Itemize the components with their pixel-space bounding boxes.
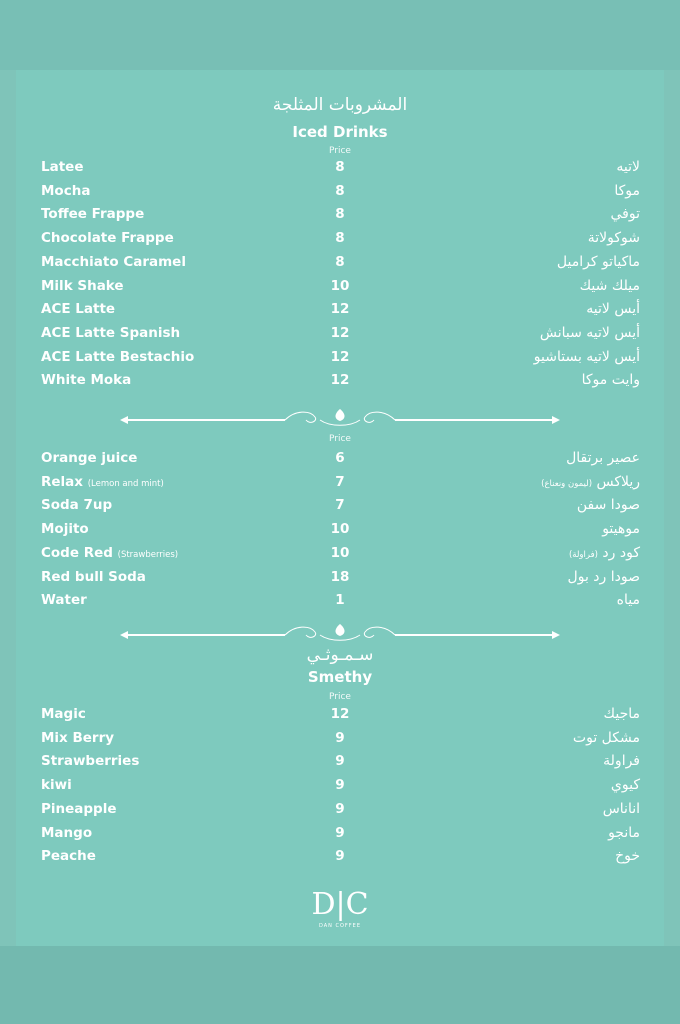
menu-item-row: [0, 206, 680, 228]
item-name-english: Macchiato Caramel: [41, 253, 186, 270]
menu-item-row: [0, 730, 680, 752]
section-title-arabic: المشروبات المثلجة: [272, 95, 408, 115]
item-name-arabic: خوخ: [615, 848, 640, 865]
menu-item-row: [0, 278, 680, 300]
item-name-arabic: عصير برتقال: [566, 450, 640, 466]
menu-item-row: [0, 545, 680, 567]
item-name-arabic: وايت موكا: [581, 372, 640, 389]
item-name-arabic: مانجو: [608, 824, 640, 841]
section-title-english: Smethy: [307, 668, 373, 686]
item-name-arabic: فراولة: [603, 753, 640, 770]
item-price: 6: [335, 450, 345, 466]
price-header: Price: [329, 692, 351, 702]
menu-item-row: [0, 521, 680, 543]
item-price: 1: [335, 592, 345, 609]
item-name-arabic: أيس لاتيه: [586, 301, 640, 318]
menu-item-row: [0, 325, 680, 347]
item-name-english: Relax (Lemon and mint): [41, 473, 164, 490]
item-price: 10: [330, 521, 350, 538]
menu-item-row: [0, 801, 680, 823]
item-name-arabic: موهيتو: [602, 521, 640, 538]
item-name-arabic: ماكياتو كراميل: [556, 253, 640, 270]
item-name-english: Pineapple: [41, 800, 117, 817]
item-price: 7: [335, 473, 345, 490]
item-note-english: (Lemon and mint): [87, 478, 164, 489]
item-name-english: ACE Latte Spanish: [41, 324, 181, 341]
item-name-arabic: صودا سفن: [576, 497, 640, 514]
item-price: 18: [330, 568, 350, 585]
item-name-english: Mix Berry: [41, 729, 115, 746]
item-price: 7: [335, 497, 345, 514]
item-name-english: Mocha: [41, 182, 91, 199]
item-name-english: White Moka: [41, 372, 132, 389]
menu-item-row: [0, 254, 680, 276]
item-name-english: Toffee Frappe: [41, 206, 145, 223]
top-band: [0, 0, 680, 70]
item-name-english: ACE Latte: [41, 301, 116, 318]
item-name-english: Latee: [41, 159, 84, 175]
ornament-divider: [120, 405, 560, 435]
item-name-arabic: كود رد (فراولة): [568, 544, 640, 561]
item-note-arabic: (فراولة): [568, 549, 598, 560]
item-name-english: Soda 7up: [41, 497, 113, 514]
menu-item-row: [0, 777, 680, 799]
item-price: 10: [330, 277, 350, 294]
menu-item-row: [0, 753, 680, 775]
item-name-arabic: مشكل توت: [572, 729, 640, 746]
item-price: 8: [335, 230, 345, 247]
item-name-english: kiwi: [41, 777, 72, 794]
bottom-band: [0, 946, 680, 1024]
menu-item-row: [0, 349, 680, 371]
item-name-arabic: توفي: [610, 206, 640, 223]
item-price: 12: [330, 301, 350, 318]
item-price: 9: [335, 753, 345, 770]
item-price: 9: [335, 777, 345, 794]
menu-item-row: [0, 372, 680, 394]
menu-item-row: [0, 450, 680, 472]
item-name-english: Strawberries: [41, 753, 140, 770]
menu-item-row: [0, 159, 680, 181]
svg-text:DAN COFFEE: DAN COFFEE: [318, 923, 362, 929]
item-name-arabic: صودا رد بول: [567, 568, 640, 585]
item-name-english: Orange juice: [41, 450, 138, 466]
item-price: 9: [335, 800, 345, 817]
item-price: 9: [335, 848, 345, 865]
item-note-english: (Strawberries): [117, 549, 179, 560]
item-price: 12: [330, 706, 350, 722]
item-name-english: Magic: [41, 706, 86, 722]
menu-item-row: [0, 301, 680, 323]
item-price: 10: [330, 544, 350, 561]
item-price: 8: [335, 253, 345, 270]
item-name-arabic: ماجيك: [603, 706, 640, 722]
menu-item-row: [0, 706, 680, 728]
section-title-arabic: سـمـوثـي: [306, 645, 374, 665]
item-name-english: Code Red (Strawberries): [41, 544, 179, 561]
item-note-arabic: (ليمون ونعناع): [541, 478, 593, 489]
item-name-english: Milk Shake: [41, 277, 124, 294]
item-name-arabic: كيوي: [610, 777, 640, 794]
item-price: 12: [330, 348, 350, 365]
item-name-english: Peache: [41, 848, 96, 865]
menu-item-row: [0, 825, 680, 847]
section-title-english: Iced Drinks: [292, 123, 388, 141]
item-name-english: Mojito: [41, 521, 89, 538]
item-name-english: Chocolate Frappe: [41, 230, 174, 247]
menu-item-row: [0, 497, 680, 519]
menu-item-row: [0, 569, 680, 591]
item-price: 12: [330, 324, 350, 341]
price-header: Price: [329, 434, 351, 444]
item-price: 9: [335, 729, 345, 746]
item-name-arabic: مياه: [616, 592, 640, 609]
item-name-english: Water: [41, 592, 87, 609]
item-price: 12: [330, 372, 350, 389]
item-name-arabic: اناناس: [602, 800, 640, 817]
item-name-arabic: موكا: [614, 182, 640, 199]
menu-item-row: [0, 230, 680, 252]
item-price: 9: [335, 824, 345, 841]
item-name-arabic: ميلك شيك: [579, 277, 640, 294]
item-name-arabic: أيس لاتيه بستاشيو: [533, 348, 640, 365]
item-name-arabic: أيس لاتيه سبانش: [539, 324, 640, 341]
menu-item-row: [0, 183, 680, 205]
menu-item-row: [0, 474, 680, 496]
item-name-arabic: شوكولاتة: [587, 230, 640, 247]
item-name-english: ACE Latte Bestachio: [41, 348, 195, 365]
item-name-english: Red bull Soda: [41, 568, 146, 585]
item-name-arabic: لاتيه: [616, 159, 640, 175]
brand-logo: [303, 884, 377, 930]
menu-item-row: [0, 592, 680, 614]
item-name-english: Mango: [41, 824, 93, 841]
menu-item-row: [0, 848, 680, 870]
item-price: 8: [335, 182, 345, 199]
svg-text:D|C: D|C: [311, 887, 369, 922]
item-price: 8: [335, 206, 345, 223]
price-header: Price: [329, 146, 351, 156]
item-price: 8: [335, 159, 345, 175]
item-name-arabic: ريلاكس (ليمون ونعناع): [541, 473, 640, 490]
